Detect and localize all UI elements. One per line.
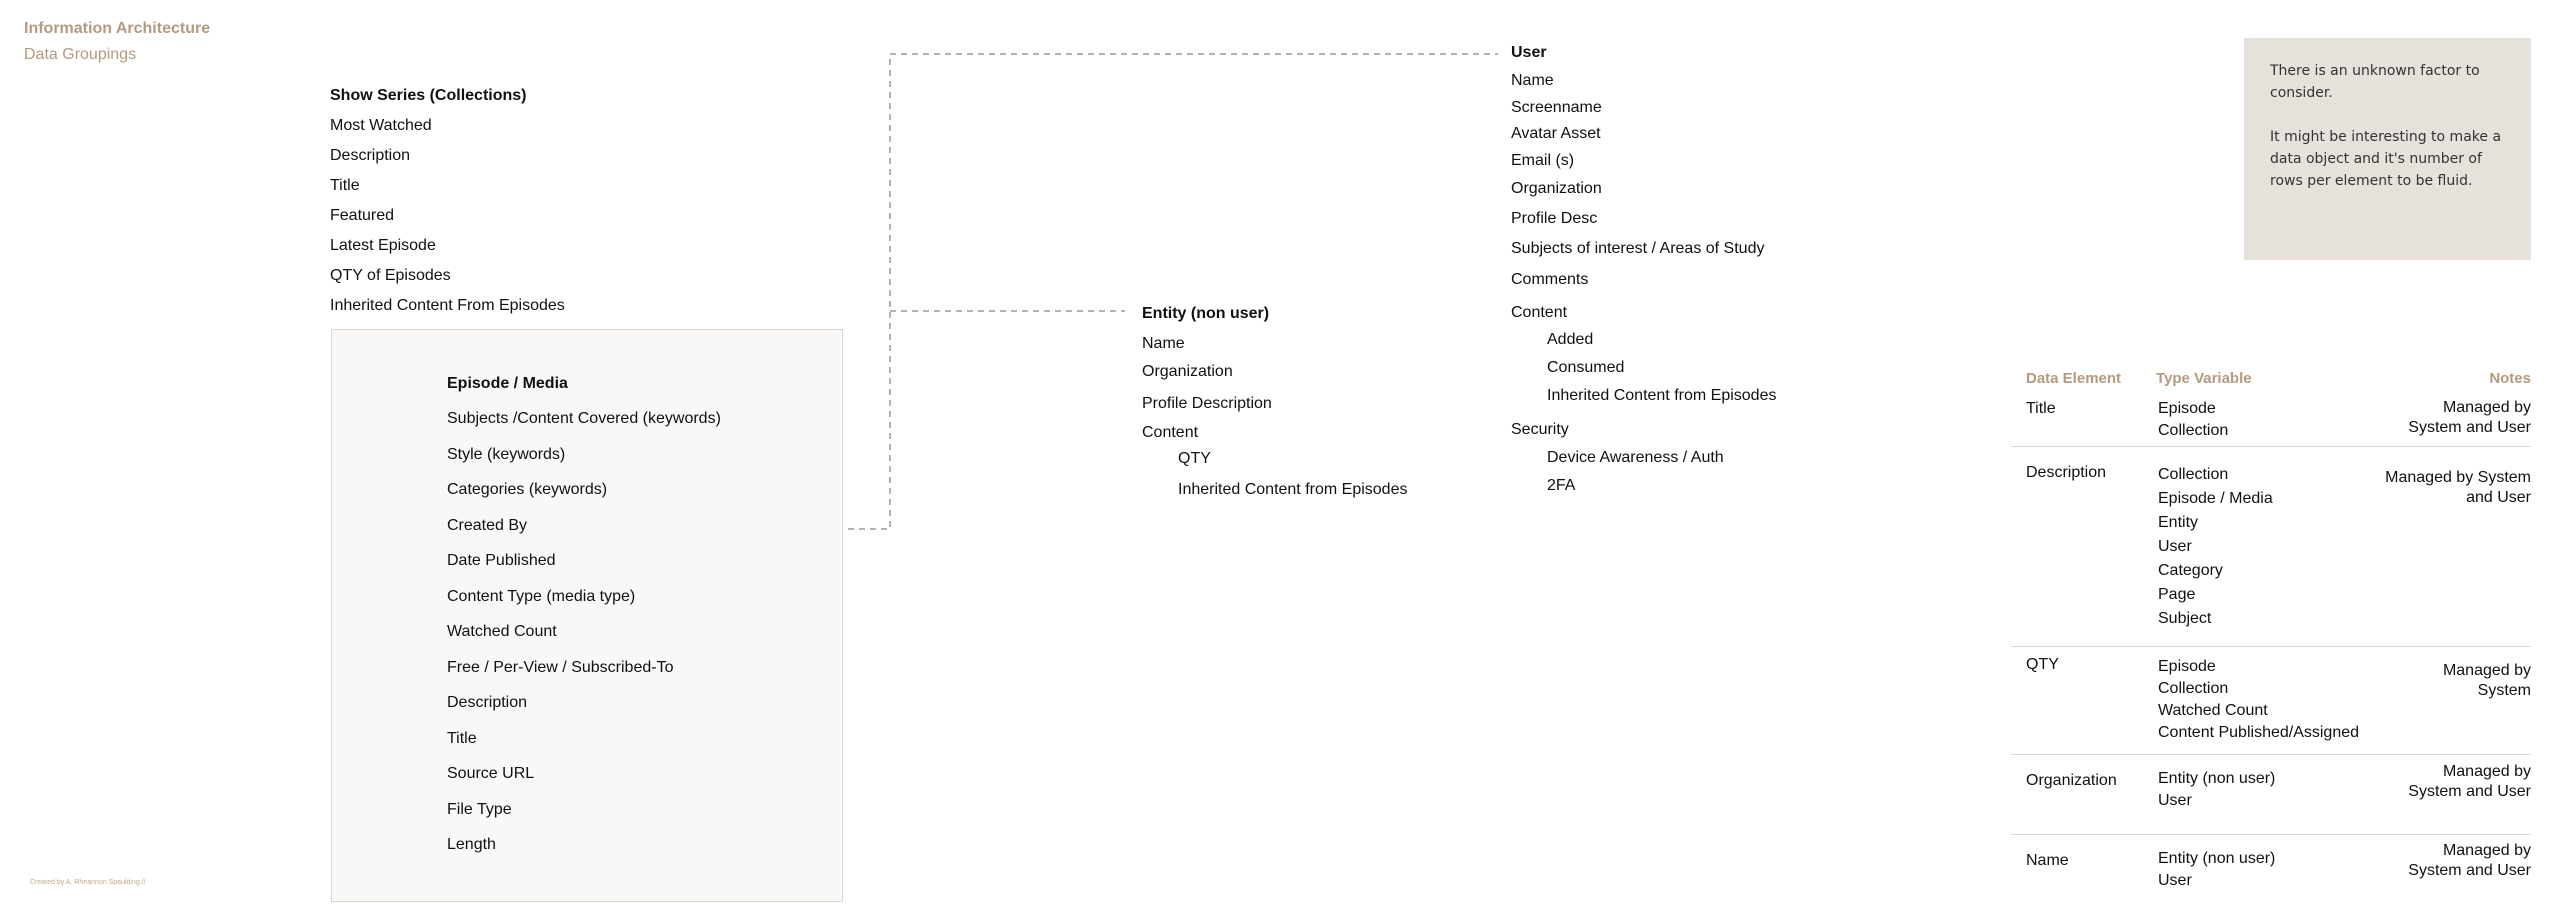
- table-type-item: Watched Count: [2158, 702, 2268, 719]
- user-title: User: [1511, 44, 1547, 61]
- entity-content-item: QTY: [1178, 450, 1211, 467]
- entity-item: Name: [1142, 335, 1185, 352]
- episode-item-created-by: Created By: [447, 517, 528, 534]
- table-type-item: User: [2158, 872, 2192, 889]
- entity-item: Organization: [1142, 363, 1233, 380]
- episode-item: Length: [447, 836, 496, 853]
- episode-title: Episode / Media: [447, 375, 568, 392]
- user-item: Profile Desc: [1511, 210, 1598, 227]
- episode-item: Content Type (media type): [447, 588, 636, 605]
- episode-item: Categories (keywords): [447, 481, 608, 498]
- episode-item: Subjects /Content Covered (keywords): [447, 410, 721, 427]
- table-type-item: Content Published/Assigned: [2158, 724, 2360, 741]
- user-item: Screenname: [1511, 99, 1602, 116]
- table-type-item: Page: [2158, 586, 2196, 603]
- table-type-item: Episode / Media: [2158, 490, 2273, 507]
- table-type-item: User: [2158, 538, 2192, 555]
- table-cell-types: [2158, 656, 2359, 744]
- user-content-item: Added: [1547, 331, 1594, 348]
- table-cell-notes: Managed by System and User: [2408, 399, 2531, 436]
- table-type-item: Entity: [2158, 514, 2199, 531]
- episode-item: Description: [447, 694, 528, 711]
- table-cell-notes: Managed by System and User: [2408, 763, 2531, 800]
- entity-item: Profile Description: [1142, 395, 1272, 412]
- user-item: Avatar Asset: [1511, 125, 1601, 142]
- table-cell-notes: Managed by System and User: [2408, 842, 2531, 879]
- table-type-item: Category: [2158, 562, 2223, 579]
- table-type-item: Entity (non user): [2158, 850, 2276, 867]
- user-item: Name: [1511, 72, 1554, 89]
- episode-item: Watched Count: [447, 623, 557, 640]
- table-cell-types: [2158, 398, 2228, 442]
- table-header-element: Data Element: [2026, 370, 2122, 387]
- page-title: Information Architecture: [24, 20, 211, 37]
- table-row-divider: [2011, 754, 2531, 755]
- episode-item: Source URL: [447, 765, 535, 782]
- table-row-divider: [2011, 834, 2531, 835]
- table-type-item: Subject: [2158, 610, 2212, 627]
- show-series-title: Show Series (Collections): [330, 87, 527, 104]
- table-type-item: Collection: [2158, 466, 2229, 483]
- episode-item: Free / Per-View / Subscribed-To: [447, 659, 674, 676]
- note-paragraph: There is an unknown factor to consider.: [2270, 63, 2480, 101]
- show-series-item: Title: [330, 177, 360, 194]
- user-security-item: Device Awareness / Auth: [1547, 449, 1724, 466]
- table-row-divider: [2011, 446, 2531, 447]
- user-item: Organization: [1511, 180, 1602, 197]
- user-security-label: Security: [1511, 421, 1569, 438]
- table-type-item: Entity (non user): [2158, 770, 2276, 787]
- credit-text: Created by A. Rheannon Spaulding //: [30, 879, 146, 886]
- table-cell-types: [2158, 464, 2273, 632]
- episode-item: Style (keywords): [447, 446, 566, 463]
- note-box: [2244, 38, 2531, 260]
- user-item: Email (s): [1511, 152, 1575, 169]
- show-series-item: Featured: [330, 207, 395, 224]
- table-header-notes: Notes: [2489, 370, 2531, 387]
- user-security-item: 2FA: [1547, 477, 1576, 494]
- table-cell-element: Description: [2026, 464, 2107, 481]
- entity-content-item: Inherited Content from Episodes: [1178, 481, 1408, 498]
- note-paragraph: It might be interesting to make a data object and it's number of rows per element to be fluid.: [2270, 129, 2502, 189]
- show-series-item: Inherited Content From Episodes: [330, 297, 565, 314]
- show-series-item: Most Watched: [330, 117, 432, 134]
- table-type-item: Collection: [2158, 680, 2229, 697]
- entity-title: Entity (non user): [1142, 305, 1270, 322]
- show-series-item: QTY of Episodes: [330, 267, 451, 284]
- table-cell-element: Name: [2026, 852, 2069, 869]
- table-cell-types: [2158, 848, 2275, 892]
- user-item: Subjects of interest / Areas of Study: [1511, 240, 1765, 257]
- table-header-type: Type Variable: [2156, 370, 2252, 387]
- table-row-divider: [2011, 646, 2531, 647]
- table-cell-element: Organization: [2026, 772, 2117, 789]
- table-cell-notes: Managed by System and User: [2385, 469, 2531, 506]
- entity-item: Content: [1142, 424, 1199, 441]
- episode-item: Title: [447, 730, 477, 747]
- table-cell-element: Title: [2026, 400, 2056, 417]
- table-cell-types: [2158, 768, 2275, 812]
- table-cell-element: QTY: [2026, 656, 2059, 673]
- table-cell-notes: Managed by System: [2442, 662, 2531, 699]
- table-type-item: Episode: [2158, 658, 2216, 675]
- page-subtitle: Data Groupings: [24, 46, 137, 63]
- episode-item: Date Published: [447, 552, 556, 569]
- user-content-item: Consumed: [1547, 359, 1625, 376]
- table-type-item: Collection: [2158, 422, 2229, 439]
- table-type-item: Episode: [2158, 400, 2216, 417]
- show-series-item: Latest Episode: [330, 237, 436, 254]
- user-item: Content: [1511, 304, 1568, 321]
- table-type-item: User: [2158, 792, 2192, 809]
- user-item: Comments: [1511, 271, 1589, 288]
- user-content-item: Inherited Content from Episodes: [1547, 387, 1777, 404]
- show-series-item: Description: [330, 147, 411, 164]
- episode-item: File Type: [447, 801, 512, 818]
